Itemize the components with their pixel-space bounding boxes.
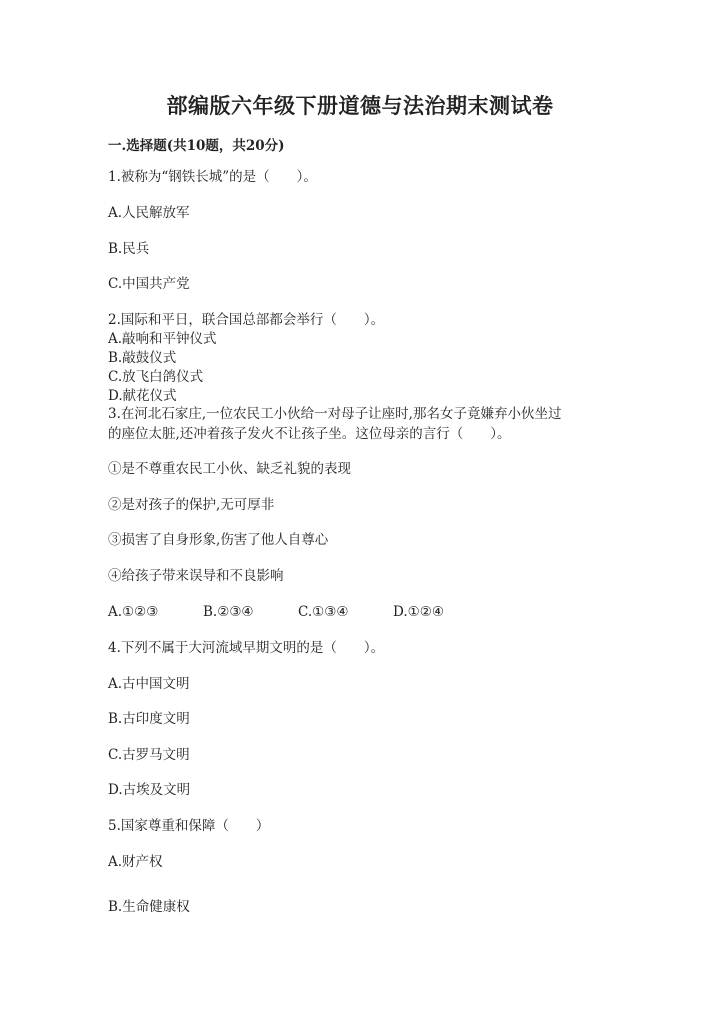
question-3-option-c: C.①③④ xyxy=(298,604,349,620)
question-3-statement-4: ④给孩子带来误导和不良影响 xyxy=(108,568,284,584)
question-3-statement-2: ②是对孩子的保护,无可厚非 xyxy=(108,497,275,513)
question-3-options xyxy=(108,604,444,620)
question-4-option-a: A.古中国文明 xyxy=(108,676,190,692)
question-1-option-b: B.民兵 xyxy=(108,241,150,257)
question-5-stem: 5.国家尊重和保障（ ） xyxy=(108,818,270,834)
question-1-option-a: A.人民解放军 xyxy=(108,205,190,221)
question-2-option-c: C.放飞白鸽仪式 xyxy=(108,369,204,385)
question-4-option-d: D.古埃及文明 xyxy=(108,782,191,798)
question-1-option-c: C.中国共产党 xyxy=(108,276,190,292)
question-3-option-b: B.②③④ xyxy=(203,604,254,620)
question-2-option-d: D.献花仪式 xyxy=(108,388,177,404)
question-3-option-d: D.①②④ xyxy=(393,604,444,620)
page-title: 部编版六年级下册道德与法治期末测试卷 xyxy=(166,93,554,118)
question-4-option-b: B.古印度文明 xyxy=(108,711,190,727)
question-2-option-a: A.敲响和平钟仪式 xyxy=(108,331,217,347)
question-5-option-b: B.生命健康权 xyxy=(108,899,190,915)
question-3-stem-line-2: 的座位太脏,还冲着孩子发火不让孩子坐。这位母亲的言行（ ）。 xyxy=(108,426,511,442)
question-2-stem: 2.国际和平日，联合国总部都会举行（ ）。 xyxy=(108,312,385,328)
question-3-statement-3: ③损害了自身形象,伤害了他人自尊心 xyxy=(108,532,329,548)
question-4-option-c: C.古罗马文明 xyxy=(108,747,190,763)
question-3-stem-line-1: 3.在河北石家庄,一位农民工小伙给一对母子让座时,那名女子竟嫌弃小伙坐过 xyxy=(108,406,562,422)
question-1-stem: 1.被称为“钢铁长城”的是（ ）。 xyxy=(108,169,317,185)
question-4-stem: 4.下列不属于大河流域早期文明的是（ ）。 xyxy=(108,640,385,656)
question-2-option-b: B.敲鼓仪式 xyxy=(108,350,177,366)
question-5-option-a: A.财产权 xyxy=(108,854,163,870)
question-3-option-a: A.①②③ xyxy=(108,604,159,620)
section-header: 一.选择题(共10题，共20分) xyxy=(108,138,285,154)
question-3-statement-1: ①是不尊重农民工小伙、缺乏礼貌的表现 xyxy=(108,461,351,477)
